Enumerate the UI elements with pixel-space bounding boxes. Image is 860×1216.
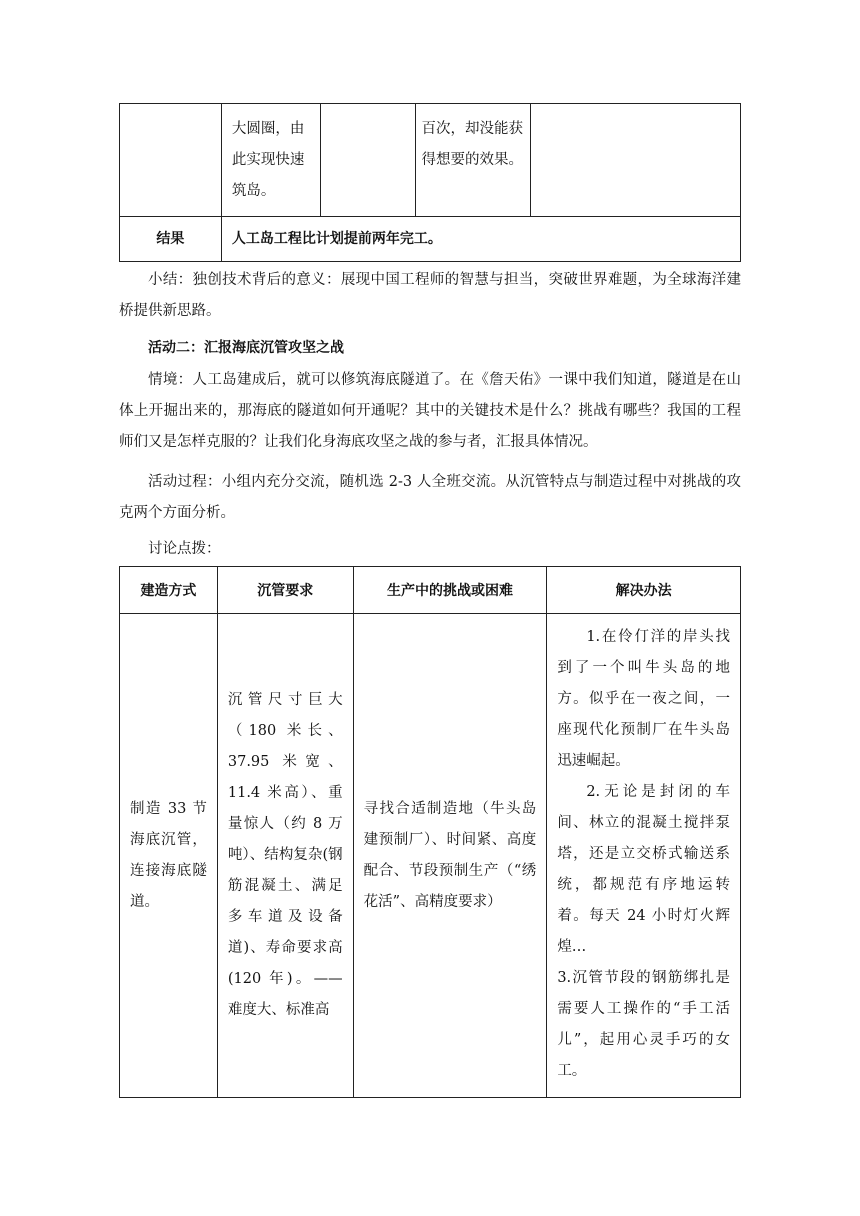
discussion-table bbox=[119, 566, 741, 1098]
table-header-row bbox=[120, 567, 741, 614]
challenge-cell: 寻找合适制造地（牛头岛建预制厂）、时间紧、高度配合、节段预制生产（“绣花活”、高精度要求） bbox=[353, 614, 547, 1098]
table-cell: 百次，却没能获得想要的效果。 bbox=[415, 104, 531, 217]
solution-item: 3.沉管节段的钢筋绑扎是需要人工操作的“手工活儿”，起用心灵手巧的女工。 bbox=[557, 970, 730, 1079]
table-row bbox=[120, 614, 741, 1098]
solution-cell bbox=[547, 614, 741, 1098]
continuation-table bbox=[119, 103, 741, 262]
result-text: 人工岛工程比计划提前两年完工。 bbox=[221, 217, 740, 262]
result-label: 结果 bbox=[120, 217, 222, 262]
table-cell bbox=[120, 104, 222, 217]
table-cell bbox=[531, 104, 741, 217]
summary-paragraph: 小结：独创技术背后的意义：展现中国工程师的智慧与担当，突破世界难题，为全球海洋建桥提供新思路。 bbox=[119, 272, 741, 319]
table-row bbox=[120, 104, 741, 217]
header-challenge: 生产中的挑战或困难 bbox=[353, 567, 547, 614]
solution-item: 1.在伶仃洋的岸头找到了一个叫牛头岛的地方。似乎在一夜之间，一座现代化预制厂在牛头岛迅速崛起。 bbox=[557, 629, 730, 769]
requirement-cell: 沉管尺寸巨大（180 米长、37.95 米宽、11.4 米高）、重量惊人（约 8 万吨）、结构复杂(钢筋混凝土、满足多车道及设备道)、寿命要求高(120 年)。——难度大、标准高 bbox=[217, 614, 353, 1098]
table-cell bbox=[320, 104, 415, 217]
header-solution: 解决办法 bbox=[547, 567, 741, 614]
activity-heading: 活动二：汇报海底沉管攻坚之战 bbox=[148, 340, 344, 356]
process-paragraph: 活动过程：小组内充分交流，随机选 2-3 人全班交流。从沉管特点与制造过程中对挑战的攻克两个方面分析。 bbox=[119, 474, 741, 521]
method-cell: 制造 33 节海底沉管，连接海底隧道。 bbox=[120, 614, 218, 1098]
situation-paragraph: 情境：人工岛建成后，就可以修筑海底隧道了。在《詹天佑》一课中我们知道，隧道是在山体上开掘出来的，那海底的隧道如何开通呢？其中的关键技术是什么？挑战有哪些？我国的工程师们又是怎样克服的？让我们化身海底攻坚之战的参与者，汇报具体情况。 bbox=[119, 372, 741, 450]
table-row bbox=[120, 217, 741, 262]
solution-item: 2.无论是封闭的车间、林立的混凝土搅拌泵塔，还是立交桥式输送系统，都规范有序地运转着。每天 24 小时灯火辉煌… bbox=[557, 784, 730, 955]
discussion-label: 讨论点拨： bbox=[148, 541, 221, 557]
table-cell: 大圆圈，由此实现快速筑岛。 bbox=[221, 104, 320, 217]
header-method: 建造方式 bbox=[120, 567, 218, 614]
header-requirement: 沉管要求 bbox=[217, 567, 353, 614]
